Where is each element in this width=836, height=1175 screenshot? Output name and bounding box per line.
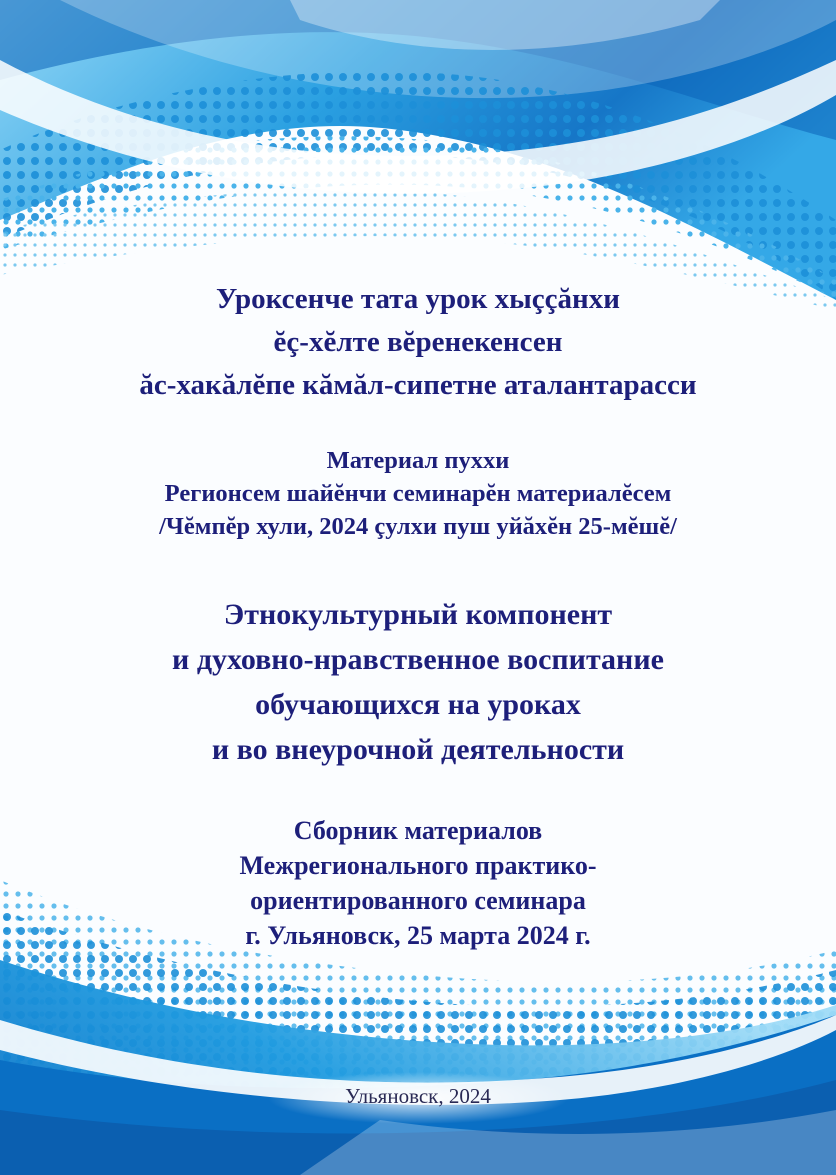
russian-subtitle-line: Сборник материалов — [293, 816, 543, 845]
chuvash-title — [0, 278, 836, 407]
russian-subtitle-line: г. Ульяновск, 25 марта 2024 г. — [245, 921, 591, 950]
russian-subtitle — [0, 813, 836, 953]
russian-subtitle-line: Межрегионального практико- — [239, 851, 597, 880]
imprint-place-year: Ульяновск, 2024 — [345, 1084, 491, 1108]
chuvash-subtitle-line: /Чĕмпĕр хули, 2024 çулхи пуш уйăхĕн 25-мĕшĕ/ — [159, 513, 677, 540]
chuvash-title-line: ăс-хакăлĕпе кăмăл-сипетне аталантарасси — [139, 369, 697, 401]
chuvash-title-line: Уроксенче тата урок хыççăнхи — [216, 283, 620, 315]
russian-title-line: Этнокультурный компонент — [223, 598, 613, 631]
chuvash-subtitle-line: Материал пуххи — [326, 447, 510, 474]
russian-title-line: и во внеурочной деятельности — [211, 733, 625, 766]
russian-title-line: и духовно-нравственное воспитание — [172, 643, 664, 676]
chuvash-subtitle-line: Регионсем шайĕнчи семинарĕн материалĕсем — [164, 480, 672, 507]
russian-title-line: обучающихся на уроках — [255, 688, 581, 721]
chuvash-subtitle — [0, 444, 836, 543]
russian-subtitle-line: ориентированного семинара — [250, 886, 586, 915]
chuvash-title-line: ĕç-хĕлте вĕренекенсен — [273, 326, 563, 358]
russian-title — [0, 592, 836, 772]
